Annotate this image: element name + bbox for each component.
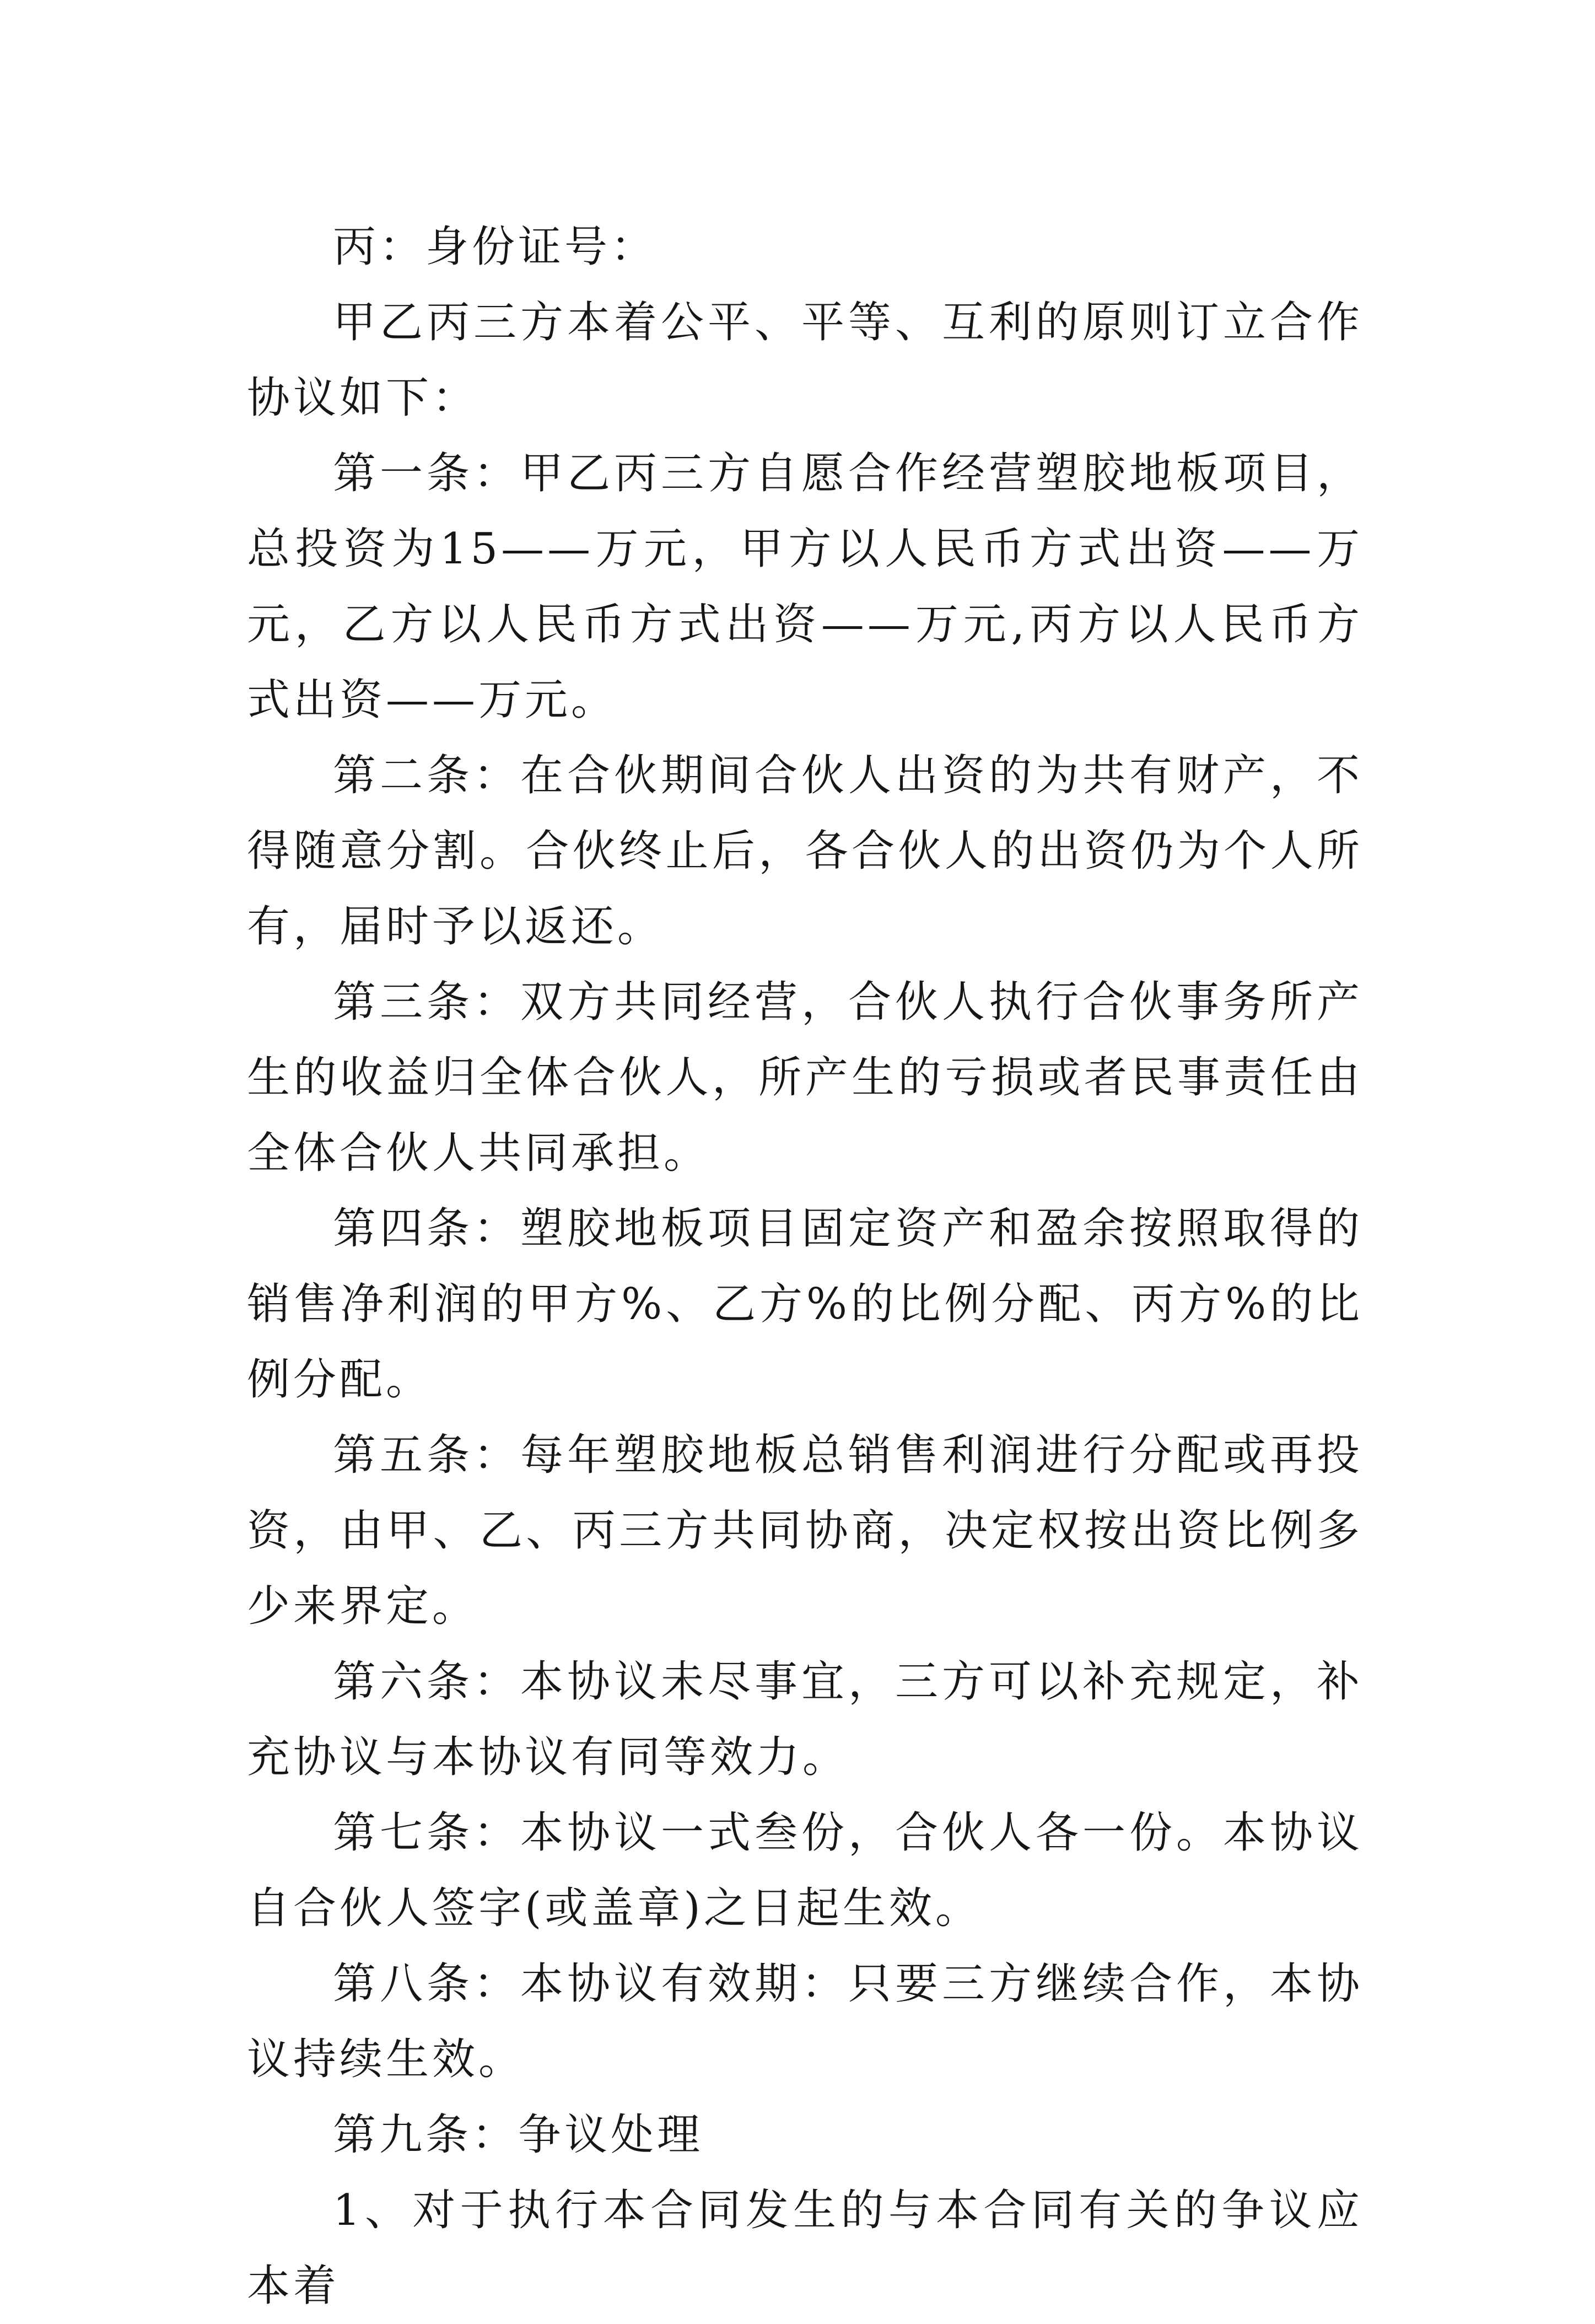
article-6: 第六条：本协议未尽事宜，三方可以补充规定，补充协议与本协议有同等效力。 — [247, 1657, 1363, 1782]
article-4: 第四条：塑胶地板项目固定资产和盈余按照取得的销售净利润的甲方%、乙方%的比例分配、丙方%的比例分配。 — [247, 1204, 1363, 1405]
party-c-id-line: 丙：身份证号： — [333, 222, 658, 272]
article-7: 第七条：本协议一式叁份，合伙人各一份。本协议自合伙人签字(或盖章)之日起生效。 — [247, 1808, 1363, 1933]
article-2: 第二条：在合伙期间合伙人出资的为共有财产，不得随意分割。合伙终止后，各合伙人的出资仍为个人所有，届时予以返还。 — [247, 751, 1363, 951]
article-1: 第一条：甲乙丙三方自愿合作经营塑胶地板项目，总投资为15——万元，甲方以人民币方式出资——万元，乙方以人民币方式出资——万元,丙方以人民币方式出资——万元。 — [247, 449, 1363, 725]
article-3: 第三条：双方共同经营，合伙人执行合伙事务所产生的收益归全体合伙人，所产生的亏损或者民事责任由全体合伙人共同承担。 — [247, 977, 1363, 1178]
article-9-heading: 第九条：争议处理 — [333, 2110, 704, 2160]
article-8: 第八条：本协议有效期：只要三方继续合作，本协议持续生效。 — [247, 1959, 1363, 2084]
article-9-clause-1: 1、对于执行本合同发生的与本合同有关的争议应本着 — [247, 2186, 1363, 2311]
agreement-preamble: 甲乙丙三方本着公平、平等、互利的原则订立合作协议如下： — [247, 298, 1363, 423]
article-5: 第五条：每年塑胶地板总销售利润进行分配或再投资，由甲、乙、丙三方共同协商，决定权按出资比例多少来界定。 — [247, 1430, 1363, 1631]
document-body — [247, 209, 1363, 2324]
